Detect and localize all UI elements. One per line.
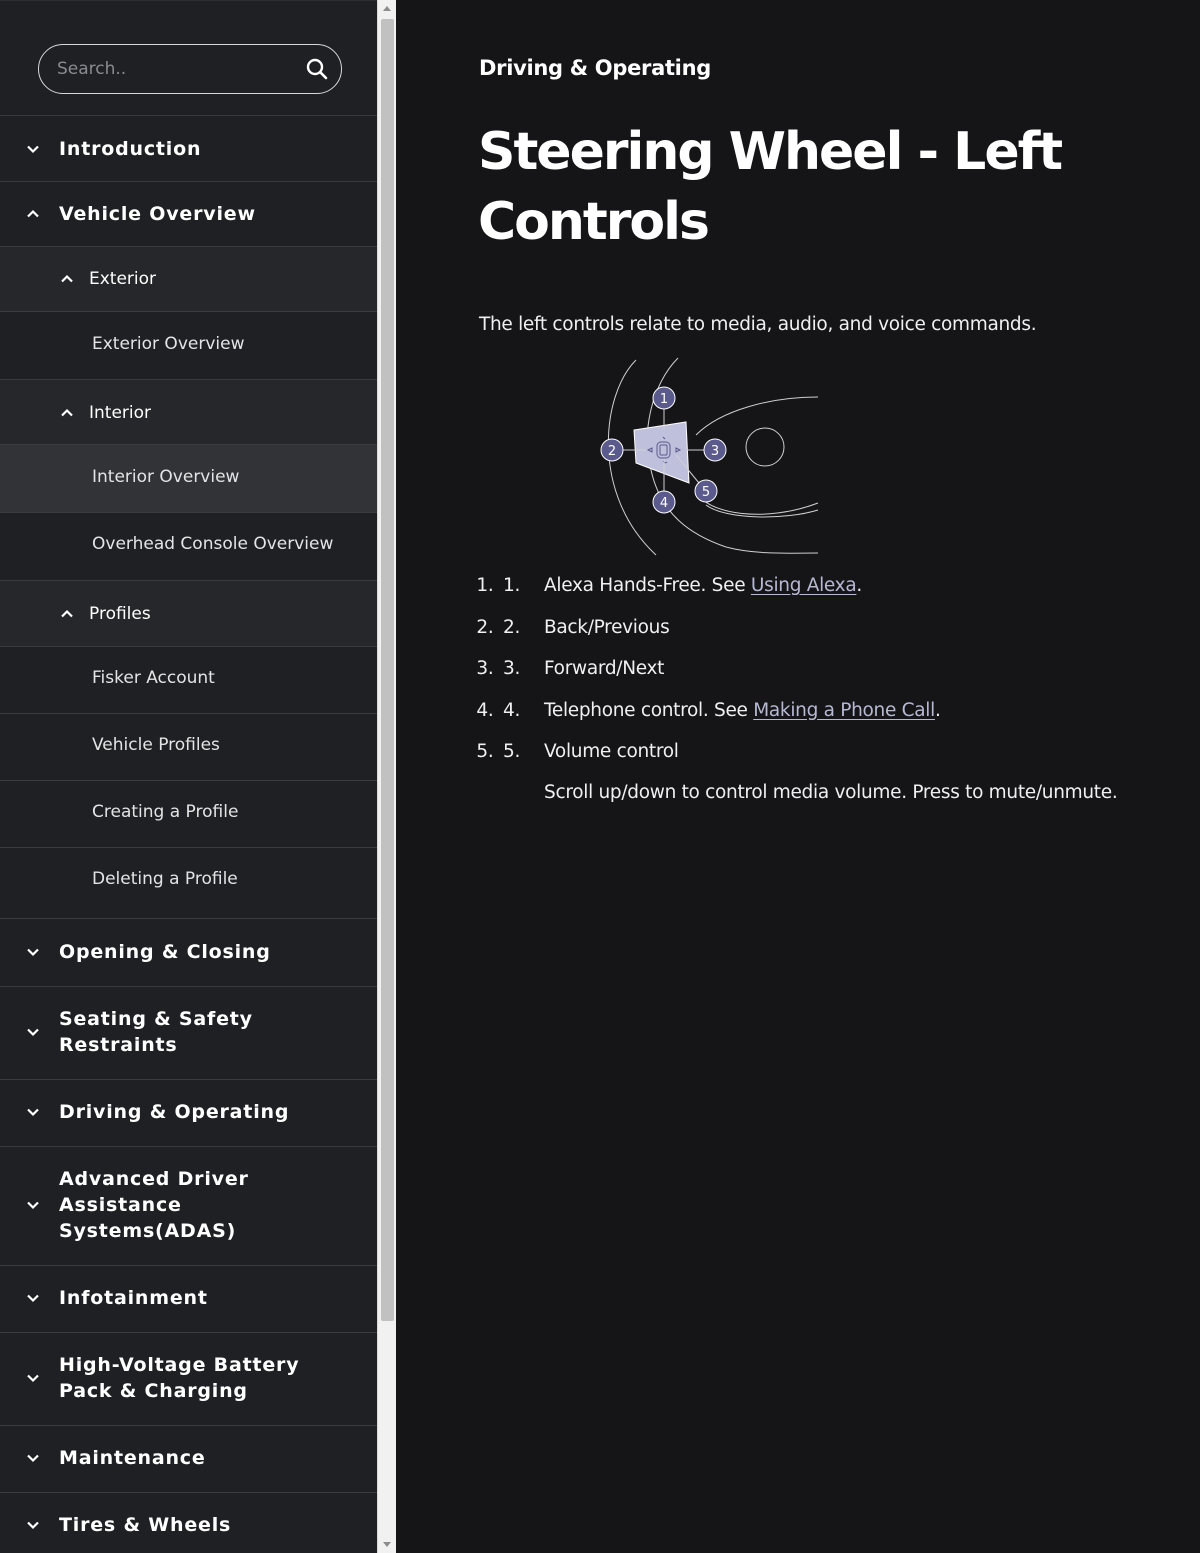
using-alexa-link[interactable]: Using Alexa <box>750 575 857 596</box>
scroll-up-arrow-icon[interactable] <box>383 6 391 11</box>
sidebar-item-infotainment[interactable] <box>0 1266 377 1333</box>
chevron-down-icon <box>25 1104 41 1120</box>
svg-text:3: 3 <box>710 444 720 459</box>
sidebar-item-label: Tires & Wheels <box>59 1514 232 1536</box>
sidebar-item-overhead-console-overview[interactable] <box>0 513 377 581</box>
sidebar-item-label: Opening & Closing <box>59 941 271 963</box>
svg-text:4: 4 <box>659 496 669 511</box>
list-text: Forward/Next <box>544 658 665 679</box>
sidebar-item-label: Deleting a Profile <box>92 869 238 889</box>
sidebar-item-interior[interactable] <box>0 380 377 445</box>
list-number: 3. 3. <box>503 658 521 679</box>
making-a-phone-call-link[interactable]: Making a Phone Call <box>753 699 935 721</box>
sidebar-item-introduction[interactable] <box>0 116 377 182</box>
list-item <box>499 739 1179 781</box>
sidebar-item-label: Driving & Operating <box>59 1101 290 1123</box>
callout-1 <box>653 387 675 409</box>
list-text: Volume control <box>544 741 679 762</box>
list-item <box>499 698 1179 740</box>
sidebar-item-adas[interactable] <box>0 1147 377 1266</box>
page-title: Steering Wheel - Left Controls <box>478 122 1062 252</box>
list-text <box>544 698 941 724</box>
sidebar-item-vehicle-profiles[interactable] <box>0 714 377 781</box>
section-eyebrow: Driving & Operating <box>479 56 711 80</box>
steering-wheel-diagram <box>596 355 826 560</box>
list-number: 2. 2. <box>503 616 521 638</box>
chevron-up-icon <box>25 206 41 222</box>
sidebar-item-profiles[interactable] <box>0 581 377 647</box>
control-pad <box>634 422 689 483</box>
sidebar-item-exterior-overview[interactable] <box>0 312 377 380</box>
scrollbar-thumb[interactable] <box>381 19 394 1321</box>
sidebar-item-label: Exterior Overview <box>92 334 245 354</box>
sidebar-item-label: Exterior <box>89 269 157 289</box>
sidebar-item-label: Introduction <box>59 138 202 160</box>
sidebar-item-seating-safety[interactable] <box>0 987 377 1080</box>
sidebar-item-deleting-a-profile[interactable] <box>0 848 377 919</box>
controls-list <box>499 573 1179 781</box>
sidebar-item-creating-a-profile[interactable] <box>0 781 377 848</box>
sidebar-item-label: Maintenance <box>59 1447 206 1469</box>
list-item <box>499 656 1179 698</box>
chevron-up-icon <box>59 271 75 287</box>
search-section <box>0 0 377 116</box>
main-content <box>396 0 1200 1553</box>
chevron-down-icon <box>25 1024 41 1040</box>
list-item-punct: . <box>856 575 862 596</box>
list-text <box>544 573 862 599</box>
chevron-down-icon <box>25 1450 41 1466</box>
sidebar-item-label: Infotainment <box>59 1287 208 1309</box>
list-item-text: Alexa Hands-Free. See <box>544 575 751 596</box>
sidebar-item-fisker-account[interactable] <box>0 647 377 714</box>
sidebar-item-battery-charging[interactable] <box>0 1333 377 1426</box>
sidebar-item-label: Profiles <box>89 604 151 624</box>
chevron-up-icon <box>59 606 75 622</box>
sidebar-item-label: Vehicle Profiles <box>92 735 220 755</box>
list-number: 4. 4. <box>503 699 521 721</box>
sidebar-item-label: Interior Overview <box>92 467 240 487</box>
sidebar-item-label: High-Voltage Battery Pack & Charging <box>59 1354 300 1402</box>
sidebar-item-label: Seating & Safety Restraints <box>59 1008 253 1056</box>
list-number: 5. 5. <box>503 741 521 762</box>
chevron-down-icon <box>25 1517 41 1533</box>
sidebar-item-opening-closing[interactable] <box>0 919 377 987</box>
sidebar-item-exterior[interactable] <box>0 247 377 312</box>
volume-note: Scroll up/down to control media volume. Press to mute/unmute. <box>544 782 1118 803</box>
callout-3 <box>704 439 726 461</box>
svg-text:5: 5 <box>701 485 711 500</box>
sidebar-item-label: Vehicle Overview <box>59 203 256 225</box>
chevron-down-icon <box>25 944 41 960</box>
scroll-down-arrow-icon[interactable] <box>383 1542 391 1547</box>
sidebar-item-vehicle-overview[interactable] <box>0 182 377 247</box>
intro-text: The left controls relate to media, audio, and voice commands. <box>479 314 1037 335</box>
list-text: Back/Previous <box>544 616 670 638</box>
callout-5 <box>695 480 717 502</box>
sidebar-item-label: Interior <box>89 403 152 423</box>
chevron-down-icon <box>25 1290 41 1306</box>
search-icon[interactable] <box>305 57 329 81</box>
list-item <box>499 573 1179 615</box>
chevron-down-icon <box>25 141 41 157</box>
sidebar-item-label: Creating a Profile <box>92 802 239 822</box>
chevron-down-icon <box>25 1370 41 1386</box>
callout-2 <box>601 439 623 461</box>
chevron-down-icon <box>25 1197 41 1213</box>
svg-text:2: 2 <box>607 444 617 459</box>
sidebar-item-label: Fisker Account <box>92 668 215 688</box>
chevron-up-icon <box>59 405 75 421</box>
list-item-punct: . <box>934 699 941 721</box>
list-item-text: Telephone control. See <box>544 699 754 721</box>
sidebar-item-label: Advanced Driver Assistance Systems(ADAS) <box>59 1168 249 1242</box>
callout-4 <box>653 491 675 513</box>
search-field[interactable] <box>38 44 342 94</box>
svg-text:1: 1 <box>659 392 669 407</box>
sidebar-scrollbar[interactable] <box>377 0 396 1553</box>
sidebar-item-maintenance[interactable] <box>0 1426 377 1493</box>
list-number: 1. 1. <box>503 575 521 596</box>
sidebar-item-tires-wheels[interactable] <box>0 1493 377 1553</box>
sidebar-item-label: Overhead Console Overview <box>92 534 334 554</box>
search-input[interactable] <box>57 56 287 82</box>
sidebar-nav <box>0 0 377 1553</box>
list-item <box>499 615 1179 657</box>
sidebar-item-driving-operating[interactable] <box>0 1080 377 1147</box>
sidebar-item-interior-overview[interactable] <box>0 445 377 513</box>
